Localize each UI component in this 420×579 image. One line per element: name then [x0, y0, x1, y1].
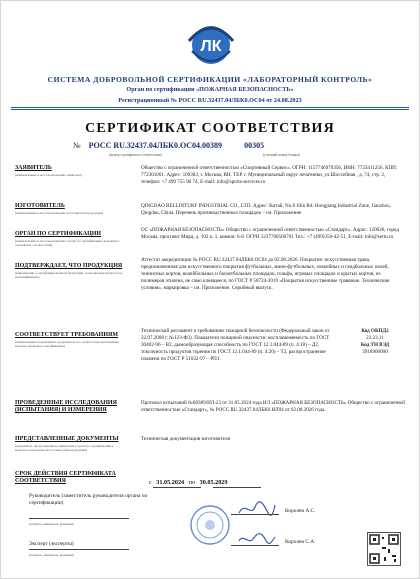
product-text: Аттестат аккредитации № РОСС RU.32437.04ЛБК0.ОС04 до 02.08.2026. Покрытие: искусственная трава, предназначенная для искусственного покрытия футбольных, мини-футбольных, хоккейных и гандбольных полей, теннисных кортов, волейбольных и баскетбольных площадок, гольфа, игровых площадок и крытых кортов, из полимеров этилена, не само клеящееся, по ГОСТ Р 58724-2019 «Покрытия искусственные травяные. Технические условия», маркировка – см. Приложение. Серийный выпуск. [141, 257, 390, 291]
tnved-label: Код ТН ВЭД [360, 342, 390, 348]
documents-text: Техническая документация изготовителя [141, 436, 230, 442]
expert-sign-underline [231, 545, 279, 546]
official-stamp [189, 504, 231, 546]
blank-serial: 00305 [244, 141, 265, 150]
validity-to-word: по [188, 479, 196, 486]
certification-body-line: Орган по сертификации «ПОЖАРНАЯ БЕЗОПАСНОСТЬ» [126, 86, 294, 93]
head-label-underline [29, 518, 129, 519]
cert-body-label: ОРГАН ПО СЕРТИФИКАЦИИ [15, 231, 102, 237]
head-signature-label: Руководитель (заместитель руководителя органа по сертификации) [29, 493, 148, 506]
expert-signature-label: Эксперт (эксперты) [29, 541, 74, 547]
applicant-text: Общество с ограниченной ответственностью «Спортивный Сервис». ОГРН: 1157746979356, ИНН: 7723411256, КПП: 772301001. Адрес: 109383, г. Москва, ВН. ТЕР. г. Муниципальный округ печатники, ул.Шоссейная , д. 74, стр. 2, телефон: +7 499 755 96 74, E-mail: info@sports-services.ru [141, 165, 398, 185]
cert-body-text: ОС «ПОЖАРНАЯ БЕЗОПАСНОСТЬ» Общество с ограниченной ответственностью «Стандарт». Адрес: 120626, город Москва, проспект Мира, д. 102 к. 1, комнат. 6-8. ОГРН 1237700560701 Тел.: +7 (499)350-42-51, E-mail: info@sertu.ru [141, 227, 399, 240]
validity-to-underline [213, 487, 261, 488]
manufacturer-text: QINGDAO BELLINTURF INDUSTRIAL CO., LTD. Адрес: Китай, No.8 Jilin Rd. Hongjiang Industrial Zone, Jiaozhou, Qingdao, China. Перечень производственных площадок – см. Приложение [141, 203, 391, 216]
requirements-text: Технический регламент о требованиях пожарной безопасности (Федеральный закон от 22.07.2008 г. №123-Ф3). Показатели пожарной опасности: воспламеняемость по ГОСТ 30402-96 – В2, дымообразующая способность по ГОСТ 12.1.044-89 (п. 4.18) – Д2, токсичность продуктов горения по ГОСТ 12.1.044-89 (п. 4.20) – Т2, распространение пламени по ГОСТ Р 51032-97 – РП1. [141, 328, 330, 362]
validity-prefix: с [149, 479, 152, 486]
okpd2-label: Код ОКПД2 [361, 328, 389, 334]
validity-from-underline [153, 487, 201, 488]
applicant-note: (наименование и местонахождение заявителя) [15, 173, 82, 177]
product-label: ПОДТВЕРЖДАЕТ, ЧТО ПРОДУКЦИЯ [15, 263, 123, 269]
product-codes [345, 328, 405, 356]
validity-from: 31.05.2024 [156, 479, 185, 486]
qr-code-icon [367, 532, 401, 566]
tests-label: ПРОВЕДЕННЫЕ ИССЛЕДОВАНИЯ (ИСПЫТАНИЯ) И ИЗМЕРЕНИЯ [15, 400, 117, 413]
head-signature-block [29, 493, 149, 506]
certificate-number-row [73, 141, 270, 150]
requirements-label: СООТВЕТСТВУЕТ ТРЕБОВАНИЯМ [15, 332, 118, 338]
expert-signature-note: (подпись, инициалы, фамилия) [29, 553, 74, 557]
head-signature-image [237, 499, 277, 519]
okpd2-value: 22.23.11 [366, 335, 384, 341]
product-note: (информация о сертифицированной продукции, позволяющая провести ее идентификацию) [15, 271, 123, 279]
tnved-value: 3918900000 [362, 349, 388, 355]
certificate-number: РОСС RU.32437.04ЛБК0.ОС04.00389 [88, 141, 223, 150]
manufacturer-label: ИЗГОТОВИТЕЛЬ [15, 203, 65, 209]
documents-note: (документы, представленные заявителем в орган по сертификации в качестве доказательства соответствия продукции) [15, 444, 114, 452]
certification-logo [175, 21, 247, 71]
head-name: Королев А.С. [285, 508, 316, 514]
system-title: СИСТЕМА ДОБРОВОЛЬНОЙ СЕРТИФИКАЦИИ «ЛАБОРАТОРНЫЙ КОНТРОЛЬ» [47, 75, 373, 84]
tests-text: Протокол испытаний №00389/ИЛ-23 от 31.05.2024 года ИЛ «ПОЖАРНАЯ БЕЗОПАСНОСТЬ» Общество с ограниченной ответственностью «Стандарт», № РОСС RU.32437.04ЛБК0.ИЛ04 от 02.08.2026 года. [141, 400, 405, 413]
manufacturer-note: (наименование и местонахождение изготовителя продукции) [15, 211, 104, 215]
head-sign-underline [231, 514, 279, 515]
expert-label-underline [29, 549, 129, 550]
serial-note: (учетный номер бланка) [263, 153, 300, 157]
cert-body-note: (наименование и местонахождение органа по сертификации, выдавшего сертификат соответствия) [15, 239, 120, 247]
registration-line: Регистрационный № РОСС RU.32437.04ЛБК0.ОС04 от 24.08.2023 [118, 97, 302, 104]
expert-signature-image [237, 529, 277, 549]
svg-text:ЛК: ЛК [200, 38, 222, 55]
header-divider [11, 107, 409, 108]
validity-to: 30.05.2029 [199, 479, 228, 486]
certificate-title: СЕРТИФИКАТ СООТВЕТСТВИЯ [85, 121, 335, 136]
expert-name: Королев С.А. [285, 539, 316, 545]
applicant-label: ЗАЯВИТЕЛЬ [15, 165, 52, 171]
validity-label: СРОК ДЕЙСТВИЯ СЕРТИФИКАТА СООТВЕТСТВИЯ [15, 471, 116, 484]
head-signature-note: (подпись, инициалы, фамилия) [29, 522, 74, 526]
number-sign: № [73, 141, 81, 150]
header-divider-thin [11, 109, 409, 110]
validity-dates [149, 479, 227, 486]
expert-signature-block [29, 541, 74, 548]
requirements-note: (наименование нормативных документов, на соответствие требованиям которых проведена сертификация) [15, 340, 119, 348]
number-note: (номер сертификата соответствия) [109, 153, 162, 157]
documents-label: ПРЕДСТАВЛЕННЫЕ ДОКУМЕНТЫ [15, 436, 119, 442]
